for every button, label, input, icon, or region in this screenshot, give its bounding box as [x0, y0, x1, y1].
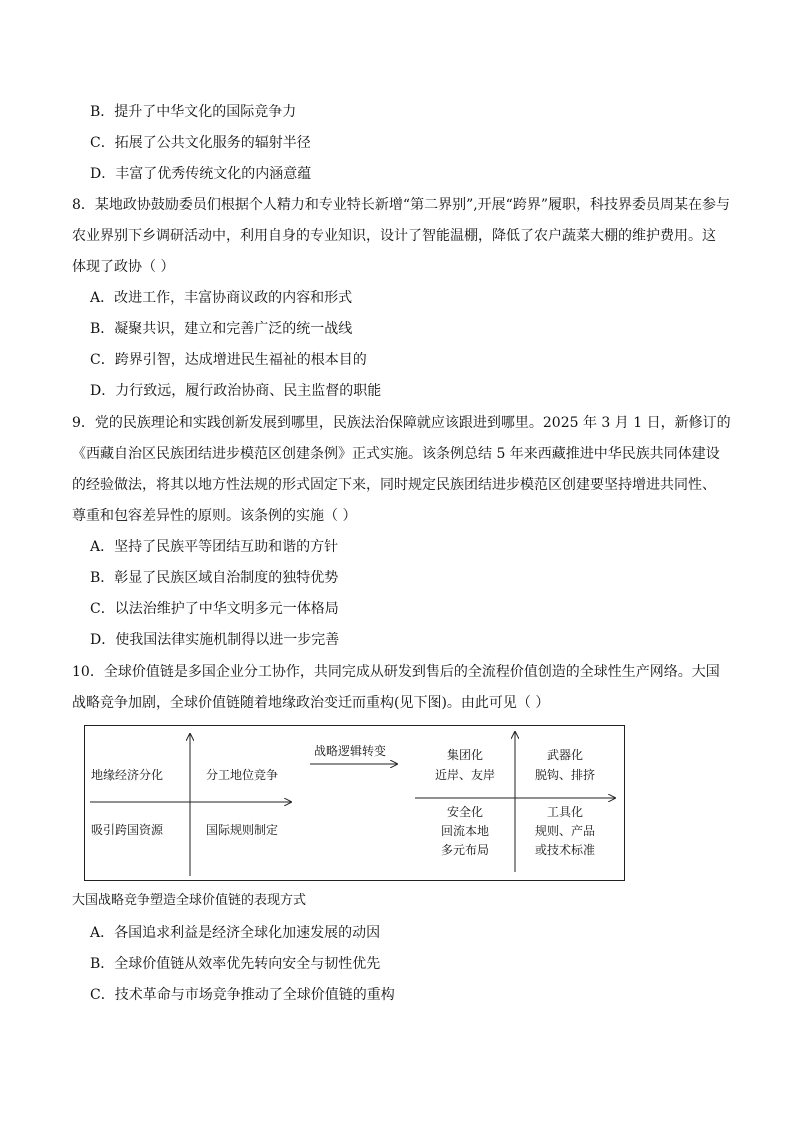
q9-stem-line-4: 尊重和包容差异性的原则。该条例的实施（ ） [72, 508, 357, 524]
q8-stem-line-2: 农业界别下乡调研活动中，利用自身的专业知识，设计了智能温棚，降低了农户蔬菜大棚的维护费用。这 [72, 228, 716, 244]
q7-option-b: B．提升了中华文化的国际竞争力 [90, 104, 297, 120]
diagram-right-bottom-left-title: 安全化 [446, 805, 483, 819]
q9-stem-line-3: 的经验做法，将其以地方性法规的形式固定下来，同时规定民族团结进步模范区创建要坚持增进共同性、 [72, 477, 716, 493]
diagram-right-bottom-left-detail-1: 回流本地 [440, 824, 489, 838]
diagram-right-top-right-title: 武器化 [546, 748, 583, 762]
q10-option-c: C．技术革命与市场竞争推动了全球价值链的重构 [90, 987, 395, 1003]
q10-stem-line-1: 10．全球价值链是多国企业分工协作，共同完成从研发到售后的全流程价值创造的全球性生产网络。大国 [72, 664, 720, 680]
q10-sub-stem: 大国战略竞争塑造全球价值链的表现方式 [72, 893, 307, 908]
q7-option-d: D．丰富了优秀传统文化的内涵意蕴 [90, 166, 312, 182]
diagram-right-top-left-detail: 近岸、友岸 [434, 768, 495, 782]
diagram-right-bottom-right-detail-1: 规则、产品 [534, 824, 595, 838]
q8-option-a: A．改进工作，丰富协商议政的内容和形式 [90, 290, 353, 306]
q9-option-a: A．坚持了民族平等团结互助和谐的方针 [90, 539, 339, 555]
q9-option-d: D．使我国法律实施机制得以进一步完善 [90, 632, 340, 648]
diagram-left-bottom-left: 吸引跨国资源 [91, 823, 164, 837]
q8-stem-line-1: 8．某地政协鼓励委员们根据个人精力和专业特长新增“第二界别”,开展“跨界”履职，科技界委员周某在参与 [72, 197, 730, 213]
q8-option-c: C．跨界引智，达成增进民生福祉的根本目的 [90, 352, 367, 368]
diagram-right-top-right-detail: 脱钩、排挤 [534, 768, 595, 782]
value-chain-diagram [84, 725, 625, 881]
q8-stem-line-3: 体现了政协（ ） [72, 259, 175, 275]
q9-option-c: C．以法治维护了中华文明多元一体格局 [90, 601, 339, 617]
q9-option-b: B．彰显了民族区域自治制度的独特优势 [90, 570, 339, 586]
diagram-right-bottom-left-detail-2: 多元布局 [440, 843, 489, 857]
q9-stem-line-1: 9．党的民族理论和实践创新发展到哪里，民族法治保障就应该跟进到哪里。2025 年 3 月 1 日，新修订的 [72, 415, 731, 431]
diagram-left-top-right: 分工地位竞争 [206, 768, 279, 782]
q10-option-a: A．各国追求利益是经济全球化加速发展的动因 [90, 925, 381, 941]
diagram-left-top-left: 地缘经济分化 [91, 768, 164, 782]
diagram-right-top-left-title: 集团化 [446, 748, 483, 762]
diagram-arrow-label: 战略逻辑转变 [314, 744, 387, 758]
diagram-right-bottom-right-title: 工具化 [546, 805, 583, 819]
q9-stem-line-2: 《西藏自治区民族团结进步模范区创建条例》正式实施。该条例总结 5 年来西藏推进中华民族共同体建设 [72, 446, 720, 462]
diagram-left-bottom-right: 国际规则制定 [206, 823, 279, 837]
diagram-right-bottom-right-detail-2: 或技术标准 [534, 843, 595, 857]
q10-option-b: B．全球价值链从效率优先转向安全与韧性优先 [90, 956, 381, 972]
q8-option-b: B．凝聚共识，建立和完善广泛的统一战线 [90, 321, 353, 337]
q7-option-c: C．拓展了公共文化服务的辐射半径 [90, 135, 311, 151]
q10-stem-line-2: 战略竞争加剧，全球价值链随着地缘政治变迁而重构(见下图)。由此可见（ ） [72, 695, 550, 711]
q8-option-d: D．力行致远，履行政治协商、民主监督的职能 [90, 383, 382, 399]
